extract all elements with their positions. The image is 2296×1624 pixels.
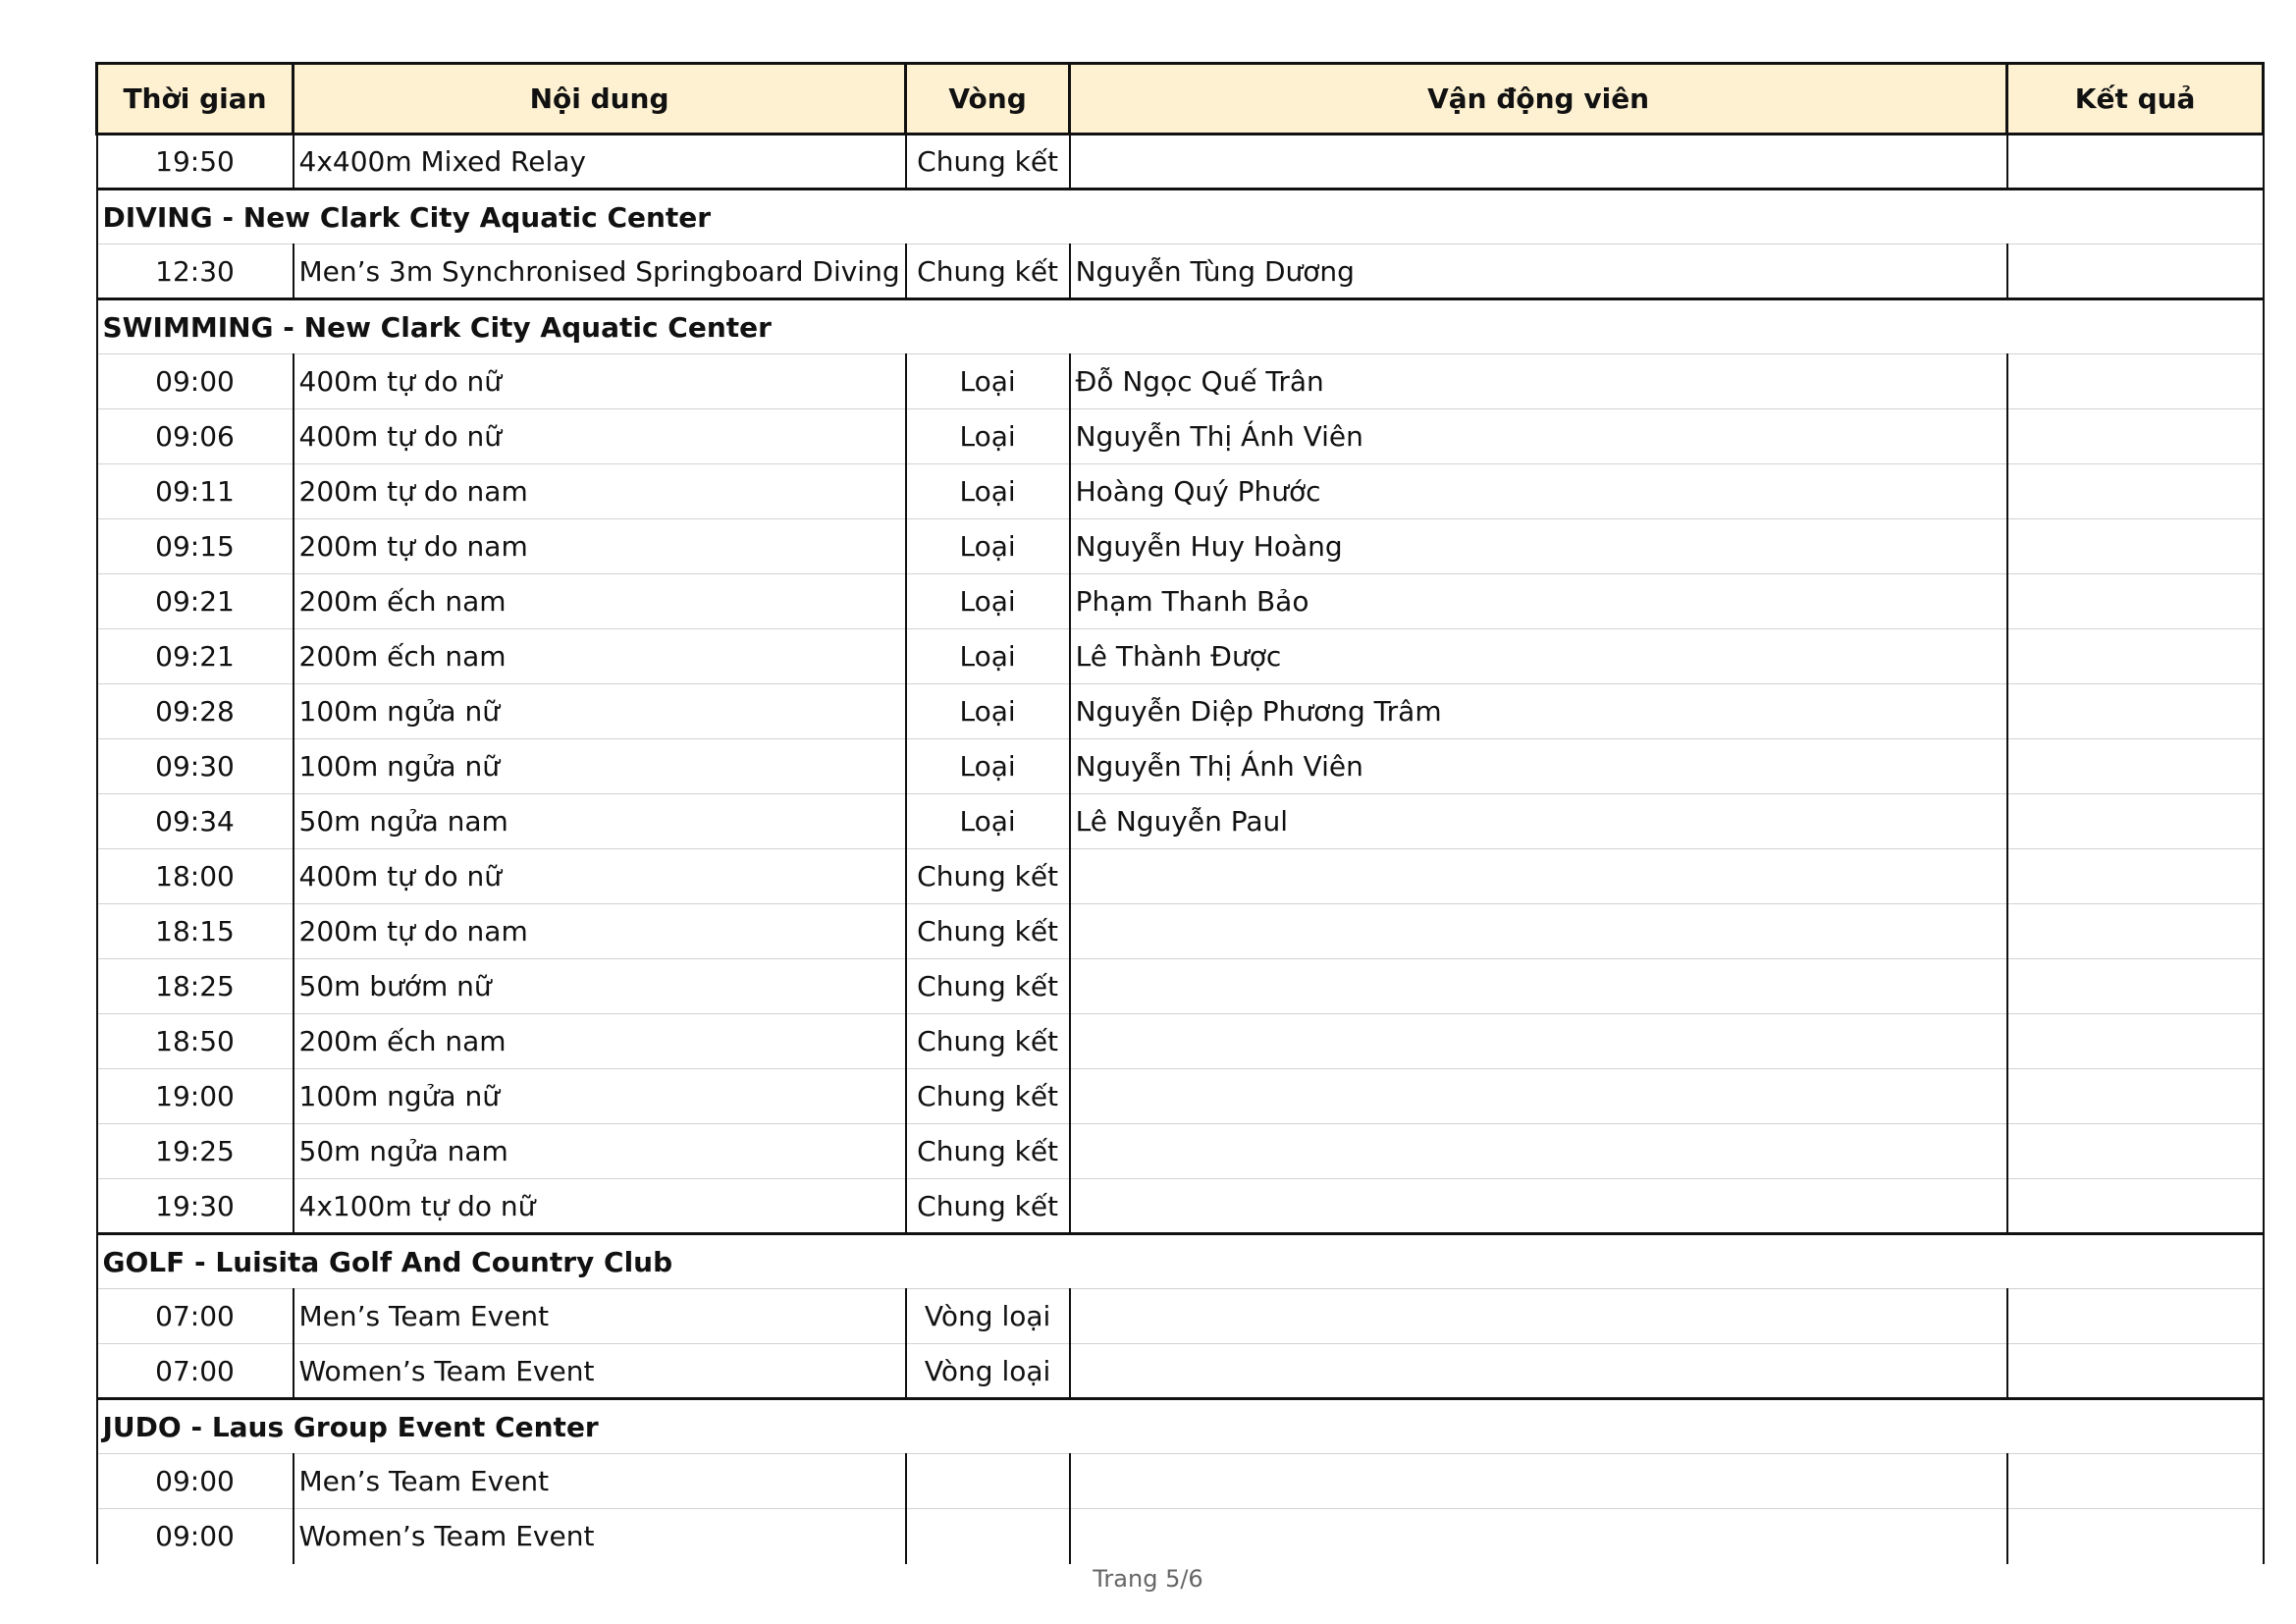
cell-result (2007, 519, 2264, 574)
table-row (97, 1454, 2264, 1509)
table-row (97, 684, 2264, 739)
cell-result (2007, 1179, 2264, 1234)
cell-athlete: Nguyễn Huy Hoàng (1070, 519, 2007, 574)
cell-athlete (1070, 849, 2007, 904)
cell-time: 09:11 (97, 464, 294, 519)
cell-time: 09:00 (97, 1509, 294, 1564)
section-row (97, 1399, 2264, 1454)
cell-event: 400m tự do nữ (294, 409, 906, 464)
cell-event: 200m tự do nam (294, 519, 906, 574)
cell-athlete: Đỗ Ngọc Quế Trân (1070, 354, 2007, 409)
cell-time: 18:00 (97, 849, 294, 904)
cell-time: 18:15 (97, 904, 294, 959)
cell-round: Loại (906, 684, 1070, 739)
cell-event: Men’s Team Event (294, 1454, 906, 1509)
cell-time: 09:15 (97, 519, 294, 574)
cell-round (906, 1509, 1070, 1564)
cell-time: 09:00 (97, 354, 294, 409)
cell-result (2007, 1454, 2264, 1509)
cell-result (2007, 244, 2264, 299)
cell-time: 07:00 (97, 1344, 294, 1399)
cell-event: 400m tự do nữ (294, 849, 906, 904)
cell-result (2007, 629, 2264, 684)
cell-result (2007, 739, 2264, 794)
table-row (97, 354, 2264, 409)
cell-event: Women’s Team Event (294, 1344, 906, 1399)
header-result: Kết quả (2007, 64, 2264, 135)
cell-round: Vòng loại (906, 1289, 1070, 1344)
cell-athlete (1070, 1014, 2007, 1069)
section-title: SWIMMING - New Clark City Aquatic Center (97, 299, 2264, 354)
cell-result (2007, 574, 2264, 629)
cell-athlete: Hoàng Quý Phước (1070, 464, 2007, 519)
cell-result (2007, 684, 2264, 739)
cell-result (2007, 794, 2264, 849)
cell-round: Chung kết (906, 904, 1070, 959)
cell-athlete (1070, 1124, 2007, 1179)
cell-athlete (1070, 1069, 2007, 1124)
cell-round: Loại (906, 519, 1070, 574)
cell-athlete (1070, 1179, 2007, 1234)
cell-event: Men’s Team Event (294, 1289, 906, 1344)
cell-time: 09:00 (97, 1454, 294, 1509)
cell-time: 19:00 (97, 1069, 294, 1124)
table-row (97, 519, 2264, 574)
cell-athlete (1070, 904, 2007, 959)
cell-result (2007, 464, 2264, 519)
cell-round: Loại (906, 574, 1070, 629)
cell-round: Loại (906, 409, 1070, 464)
cell-event: 400m tự do nữ (294, 354, 906, 409)
header-event: Nội dung (294, 64, 906, 135)
cell-event: 4x100m tự do nữ (294, 1179, 906, 1234)
cell-round: Loại (906, 629, 1070, 684)
cell-round: Chung kết (906, 1124, 1070, 1179)
table-row (97, 959, 2264, 1014)
table-row (97, 1179, 2264, 1234)
table-row (97, 1124, 2264, 1179)
table-row (97, 1014, 2264, 1069)
table-row (97, 849, 2264, 904)
table-body (97, 135, 2264, 1564)
cell-event: 200m tự do nam (294, 904, 906, 959)
page-number: Trang 5/6 (1093, 1565, 1203, 1593)
cell-result (2007, 849, 2264, 904)
cell-event: 4x400m Mixed Relay (294, 135, 906, 189)
header-round: Vòng (906, 64, 1070, 135)
table-row (97, 244, 2264, 299)
cell-round: Chung kết (906, 135, 1070, 189)
table-row (97, 1289, 2264, 1344)
cell-event: 50m ngửa nam (294, 794, 906, 849)
cell-round: Loại (906, 794, 1070, 849)
section-title: GOLF - Luisita Golf And Country Club (97, 1234, 2264, 1289)
cell-round (906, 1454, 1070, 1509)
cell-round: Chung kết (906, 1179, 1070, 1234)
table-row (97, 574, 2264, 629)
cell-time: 19:25 (97, 1124, 294, 1179)
cell-round: Loại (906, 354, 1070, 409)
table-row (97, 135, 2264, 189)
cell-athlete: Lê Nguyễn Paul (1070, 794, 2007, 849)
cell-round: Vòng loại (906, 1344, 1070, 1399)
cell-event: 100m ngửa nữ (294, 684, 906, 739)
cell-result (2007, 1069, 2264, 1124)
cell-event: 200m tự do nam (294, 464, 906, 519)
cell-time: 18:25 (97, 959, 294, 1014)
cell-result (2007, 409, 2264, 464)
cell-time: 12:30 (97, 244, 294, 299)
cell-round: Chung kết (906, 1069, 1070, 1124)
table-row (97, 409, 2264, 464)
section-row (97, 1234, 2264, 1289)
cell-time: 09:06 (97, 409, 294, 464)
schedule-table (95, 62, 2265, 1564)
cell-result (2007, 959, 2264, 1014)
header-athlete: Vận động viên (1070, 64, 2007, 135)
cell-event: Women’s Team Event (294, 1509, 906, 1564)
table-row (97, 794, 2264, 849)
cell-time: 09:34 (97, 794, 294, 849)
cell-round: Loại (906, 464, 1070, 519)
cell-result (2007, 354, 2264, 409)
cell-time: 09:21 (97, 629, 294, 684)
cell-result (2007, 1014, 2264, 1069)
cell-athlete: Nguyễn Thị Ánh Viên (1070, 739, 2007, 794)
cell-event: Men’s 3m Synchronised Springboard Diving (294, 244, 906, 299)
cell-athlete (1070, 1454, 2007, 1509)
cell-time: 09:30 (97, 739, 294, 794)
header-time: Thời gian (97, 64, 294, 135)
cell-result (2007, 1509, 2264, 1564)
cell-round: Chung kết (906, 959, 1070, 1014)
cell-time: 07:00 (97, 1289, 294, 1344)
cell-round: Chung kết (906, 244, 1070, 299)
cell-time: 19:30 (97, 1179, 294, 1234)
cell-athlete: Phạm Thanh Bảo (1070, 574, 2007, 629)
cell-result (2007, 1289, 2264, 1344)
cell-round: Loại (906, 739, 1070, 794)
header-row (97, 64, 2264, 135)
cell-athlete: Nguyễn Thị Ánh Viên (1070, 409, 2007, 464)
cell-result (2007, 1344, 2264, 1399)
cell-event: 200m ếch nam (294, 574, 906, 629)
cell-athlete (1070, 1509, 2007, 1564)
cell-athlete: Lê Thành Được (1070, 629, 2007, 684)
table-row (97, 1069, 2264, 1124)
cell-event: 200m ếch nam (294, 629, 906, 684)
cell-time: 18:50 (97, 1014, 294, 1069)
cell-athlete (1070, 1289, 2007, 1344)
cell-event: 200m ếch nam (294, 1014, 906, 1069)
cell-event: 100m ngửa nữ (294, 739, 906, 794)
table-row (97, 629, 2264, 684)
cell-athlete (1070, 959, 2007, 1014)
table-row (97, 739, 2264, 794)
section-row (97, 299, 2264, 354)
cell-result (2007, 904, 2264, 959)
cell-athlete (1070, 135, 2007, 189)
cell-round: Chung kết (906, 1014, 1070, 1069)
cell-event: 50m bướm nữ (294, 959, 906, 1014)
cell-event: 50m ngửa nam (294, 1124, 906, 1179)
table-row (97, 904, 2264, 959)
cell-athlete: Nguyễn Diệp Phương Trâm (1070, 684, 2007, 739)
table-row (97, 464, 2264, 519)
cell-event: 100m ngửa nữ (294, 1069, 906, 1124)
cell-athlete: Nguyễn Tùng Dương (1070, 244, 2007, 299)
section-title: DIVING - New Clark City Aquatic Center (97, 189, 2264, 244)
section-row (97, 189, 2264, 244)
section-title: JUDO - Laus Group Event Center (97, 1399, 2264, 1454)
cell-time: 09:21 (97, 574, 294, 629)
cell-time: 19:50 (97, 135, 294, 189)
cell-round: Chung kết (906, 849, 1070, 904)
table-row (97, 1344, 2264, 1399)
cell-athlete (1070, 1344, 2007, 1399)
cell-result (2007, 1124, 2264, 1179)
table-row (97, 1509, 2264, 1564)
cell-result (2007, 135, 2264, 189)
cell-time: 09:28 (97, 684, 294, 739)
